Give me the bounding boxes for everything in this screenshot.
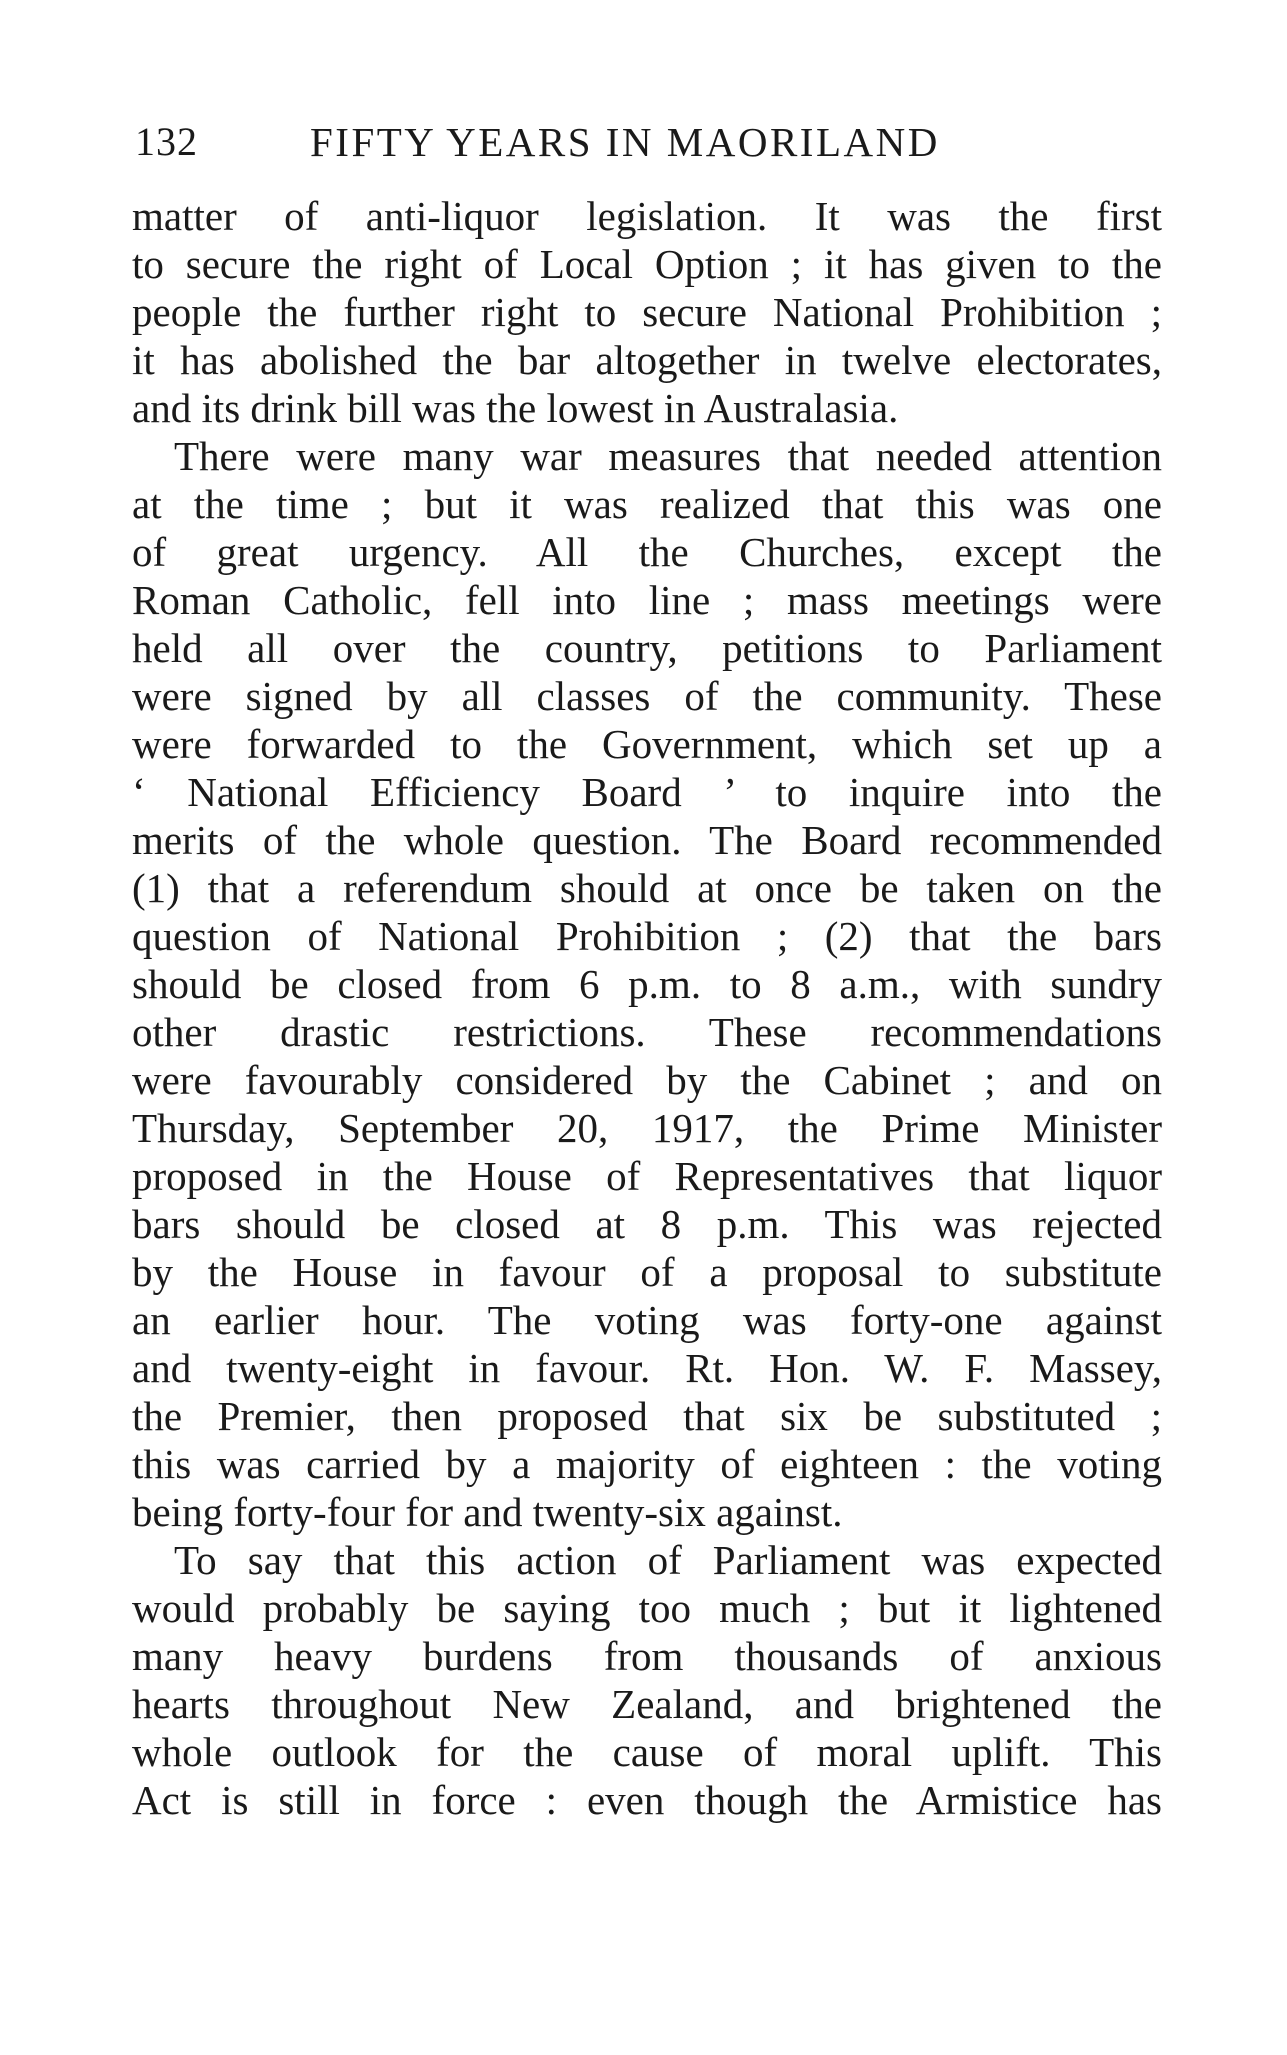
text-line: were favourably considered by the Cabinet ; and on: [132, 1057, 1162, 1103]
text-line: many heavy burdens from thousands of anxious: [132, 1633, 1162, 1679]
running-head: FIFTY YEARS IN MAORILAND: [310, 119, 940, 165]
text-line: To say that this action of Parliament was expected: [174, 1537, 1162, 1583]
paragraph: [132, 1536, 1162, 1824]
text-line: at the time ; but it was realized that this was one: [132, 481, 1162, 527]
text-line: matter of anti-liquor legislation. It was the first: [132, 193, 1162, 239]
text-line: question of National Prohibition ; (2) that the bars: [132, 913, 1162, 959]
text-line: an earlier hour. The voting was forty-one against: [132, 1297, 1162, 1343]
text-line: and twenty-eight in favour. Rt. Hon. W. F. Massey,: [132, 1345, 1162, 1391]
text-line: whole outlook for the cause of moral uplift. This: [132, 1729, 1162, 1775]
text-line: being forty-four for and twenty-six against.: [132, 1489, 843, 1535]
text-line: Act is still in force : even though the Armistice has: [132, 1777, 1162, 1823]
text-line: people the further right to secure National Prohibition ;: [132, 289, 1162, 335]
text-line: hearts throughout New Zealand, and brightened the: [132, 1681, 1162, 1727]
page-header: [135, 112, 995, 172]
body-text: [132, 192, 1162, 1824]
text-line: this was carried by a majority of eighteen : the voting: [132, 1441, 1162, 1487]
text-line: bars should be closed at 8 p.m. This was rejected: [132, 1201, 1162, 1247]
paragraph: [132, 432, 1162, 1536]
paragraph: [132, 192, 1162, 432]
text-line: the Premier, then proposed that six be substituted ;: [132, 1393, 1162, 1439]
text-line: of great urgency. All the Churches, except the: [132, 529, 1162, 575]
page-number: 132: [135, 119, 198, 164]
text-line: proposed in the House of Representatives that liquor: [132, 1153, 1162, 1199]
text-line: There were many war measures that needed attention: [174, 433, 1162, 479]
text-line: by the House in favour of a proposal to substitute: [132, 1249, 1162, 1295]
text-line: ‘ National Efficiency Board ’ to inquire into the: [132, 769, 1162, 815]
text-line: held all over the country, petitions to Parliament: [132, 625, 1162, 671]
text-line: other drastic restrictions. These recommendations: [132, 1009, 1162, 1055]
text-line: should be closed from 6 p.m. to 8 a.m., with sundry: [132, 961, 1162, 1007]
text-line: and its drink bill was the lowest in Australasia.: [132, 385, 899, 431]
text-line: merits of the whole question. The Board recommended: [132, 817, 1162, 863]
text-line: it has abolished the bar altogether in twelve electorates,: [132, 337, 1162, 383]
text-line: Roman Catholic, fell into line ; mass meetings were: [132, 577, 1162, 623]
text-line: were signed by all classes of the community. These: [132, 673, 1162, 719]
text-line: (1) that a referendum should at once be taken on the: [132, 865, 1162, 911]
text-line: were forwarded to the Government, which set up a: [132, 721, 1162, 767]
text-line: to secure the right of Local Option ; it has given to the: [132, 241, 1162, 287]
text-line: Thursday, September 20, 1917, the Prime Minister: [132, 1105, 1162, 1151]
text-line: would probably be saying too much ; but it lightened: [132, 1585, 1162, 1631]
